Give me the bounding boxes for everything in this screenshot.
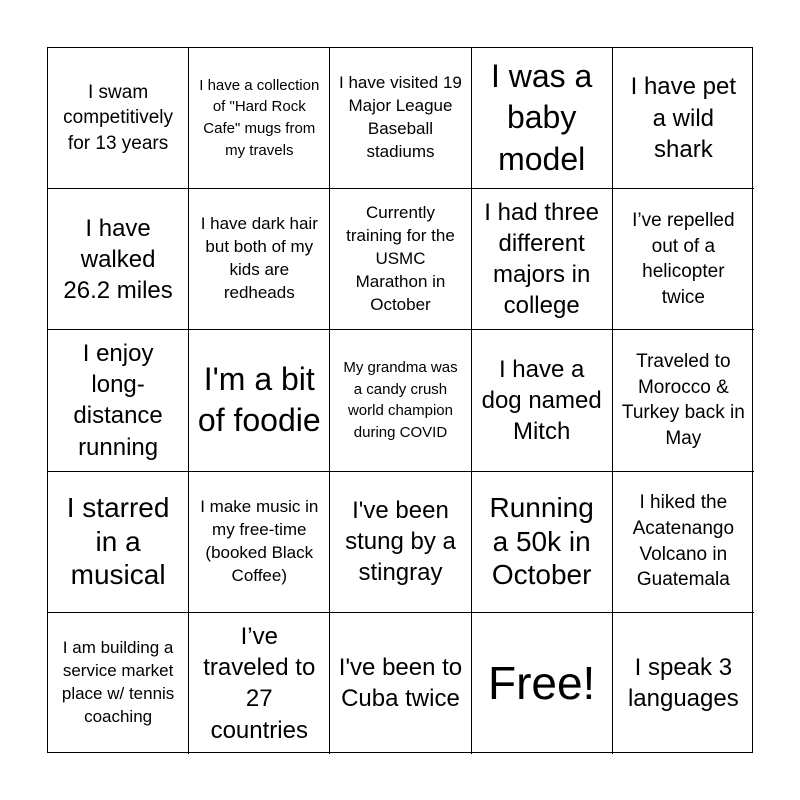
cell-text: I've been stung by a stingray <box>345 496 456 587</box>
bingo-cell[interactable] <box>613 48 754 189</box>
cell-text: I enjoy long-distance running <box>73 340 163 461</box>
cell-text: I was a baby model <box>490 57 593 177</box>
bingo-cell[interactable] <box>48 472 189 613</box>
cell-text: I am building a service market place w/ tennis coaching <box>61 638 175 727</box>
bingo-board <box>47 47 753 753</box>
bingo-cell[interactable] <box>472 48 613 189</box>
cell-text: I have walked 26.2 miles <box>63 214 173 304</box>
cell-text: I have a collection of "Hard Rock Cafe" mugs from my travels <box>199 76 320 159</box>
bingo-cell[interactable] <box>48 613 189 754</box>
bingo-cell[interactable] <box>330 48 471 189</box>
cell-text: I had three different majors in college <box>484 198 600 320</box>
cell-text: I'm a bit of foodie <box>197 360 321 439</box>
cell-text: My grandma was a candy crush world champion during COVID <box>343 358 458 442</box>
cell-text: I starred in a musical <box>66 492 170 591</box>
cell-text: I have dark hair but both of my kids are redheads <box>200 214 318 303</box>
bingo-cell[interactable] <box>330 330 471 471</box>
cell-text: I swam competitively for 13 years <box>63 81 173 154</box>
bingo-cell[interactable] <box>613 472 754 613</box>
bingo-cell[interactable] <box>48 48 189 189</box>
cell-text: I’ve traveled to 27 countries <box>203 622 316 744</box>
free-space-cell[interactable] <box>472 613 613 754</box>
bingo-cell[interactable] <box>189 48 330 189</box>
bingo-cell[interactable] <box>330 613 471 754</box>
bingo-cell[interactable] <box>189 472 330 613</box>
bingo-cell[interactable] <box>189 613 330 754</box>
bingo-cell[interactable] <box>48 189 189 330</box>
cell-text: Running a 50k in October <box>489 492 594 591</box>
cell-text: I have pet a wild shark <box>630 73 737 163</box>
cell-text: Traveled to Morocco & Turkey back in May <box>621 351 745 450</box>
bingo-cell[interactable] <box>613 613 754 754</box>
bingo-cell[interactable] <box>330 189 471 330</box>
cell-text: I make music in my free-time (booked Black Coffee) <box>200 496 319 585</box>
cell-text: I've been to Cuba twice <box>338 654 463 713</box>
cell-text: I hiked the Acatenango Volcano in Guatemala <box>632 492 735 591</box>
bingo-cell[interactable] <box>613 189 754 330</box>
bingo-cell[interactable] <box>48 330 189 471</box>
bingo-cell[interactable] <box>472 472 613 613</box>
bingo-cell[interactable] <box>330 472 471 613</box>
cell-text: I have a dog named Mitch <box>481 355 602 446</box>
bingo-cell[interactable] <box>613 330 754 471</box>
cell-text: I’ve repelled out of a helicopter twice <box>632 210 735 308</box>
bingo-cell[interactable] <box>472 189 613 330</box>
bingo-cell[interactable] <box>189 189 330 330</box>
cell-text: I have visited 19 Major League Baseball stadiums <box>339 73 462 162</box>
free-space-text: Free! <box>487 657 596 710</box>
cell-text: Currently training for the USMC Marathon in October <box>346 202 455 314</box>
bingo-cell[interactable] <box>472 330 613 471</box>
cell-text: I speak 3 languages <box>627 654 739 713</box>
bingo-cell[interactable] <box>189 330 330 471</box>
